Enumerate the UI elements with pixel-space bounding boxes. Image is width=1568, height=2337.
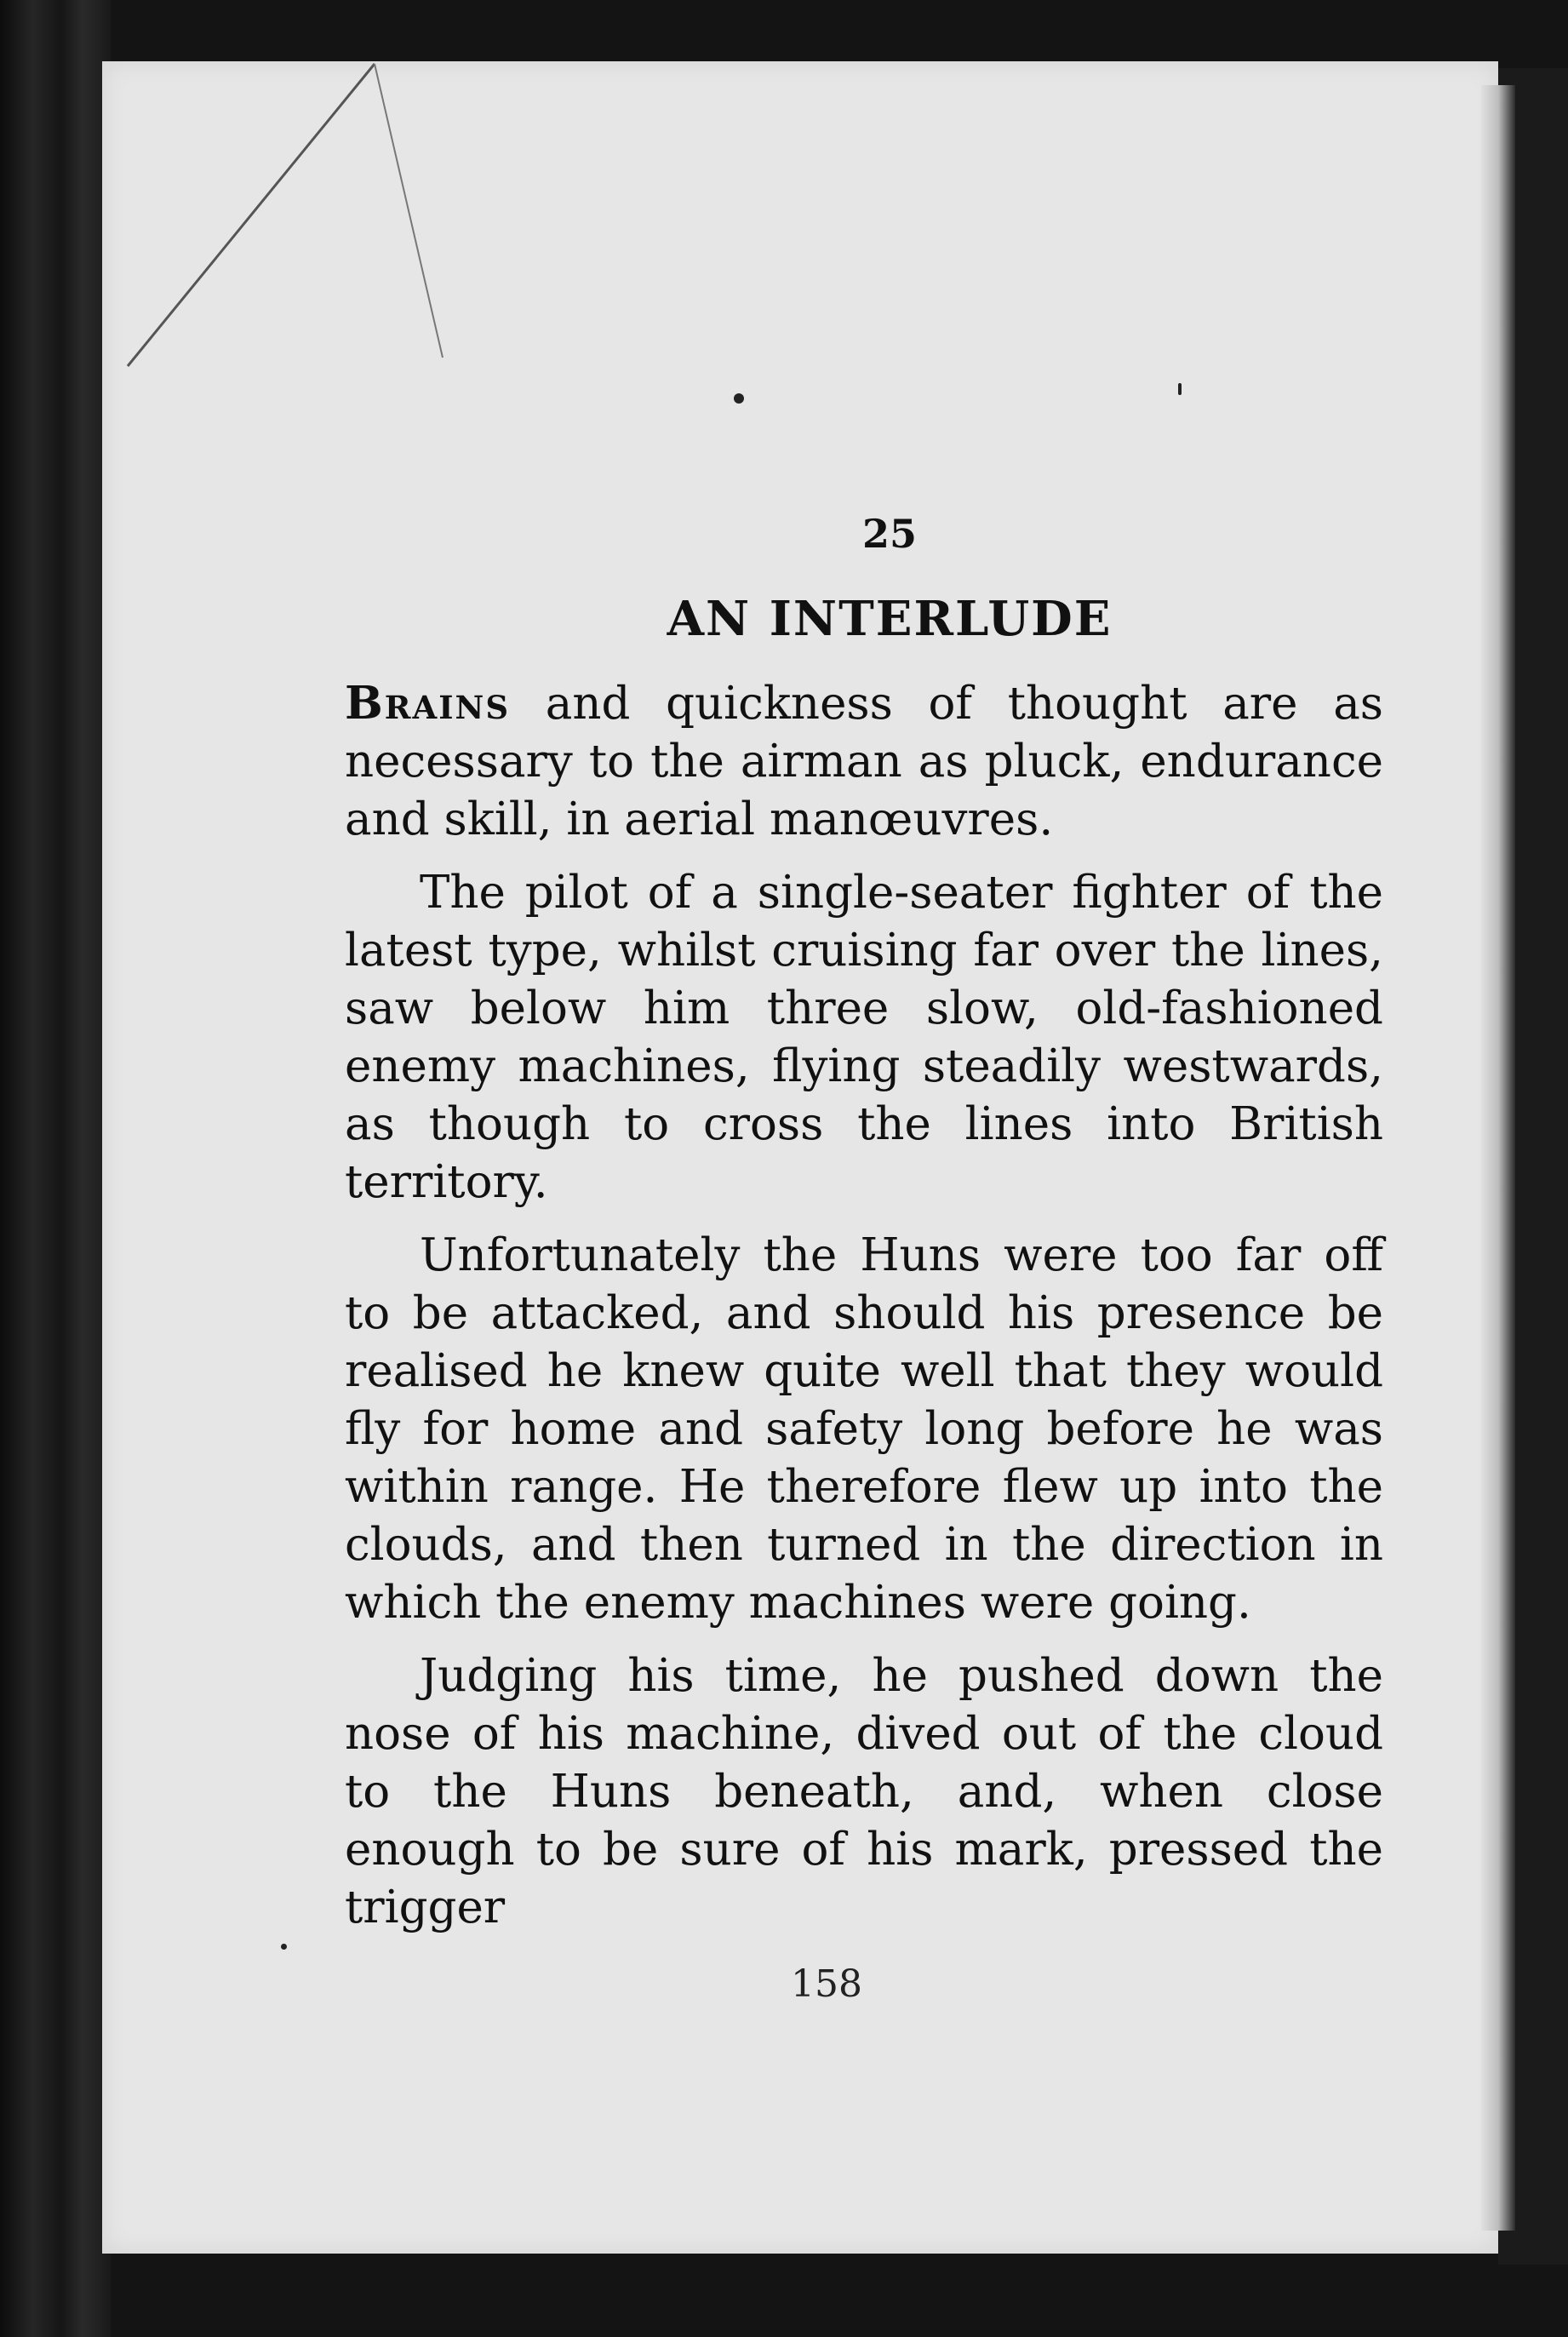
paragraph: The pilot of a single-seater fighter of the latest type, whilst cruising far over the lines, saw below him three slow, old-fashioned enemy machines, flying steadily westwards, as though to cross the lines into British territory. — [345, 867, 1383, 1208]
chapter-title: AN INTERLUDE — [667, 591, 1113, 647]
chapter-number: 25 — [861, 511, 917, 557]
paragraph: Unfortunately the Huns were too far off to be attacked, and should his presence be realised he knew quite well that they would fly for home and safety long before he was within range. He therefore flew up into the clouds, and then turned in the direction in which the enemy machines were going. — [345, 1229, 1383, 1629]
ink-speck — [734, 393, 744, 404]
paragraph: Judging his time, he pushed down the nose of his machine, dived out of the cloud to the Huns beneath, and, when close enough to be sure of his mark, pressed the trigger — [345, 1650, 1383, 1933]
ink-speck — [1178, 383, 1182, 395]
paragraph — [345, 674, 1383, 849]
drop-word: Brains — [345, 677, 511, 730]
page-edge-shadow — [1481, 85, 1515, 2231]
paragraph-text: and quickness of thought are as necessary to the airman as pluck, endurance and skill, in aerial manœuvres. — [345, 678, 1383, 845]
ink-speck — [281, 1944, 287, 1950]
page-number: 158 — [791, 1962, 862, 2006]
page-text — [345, 511, 1383, 1952]
